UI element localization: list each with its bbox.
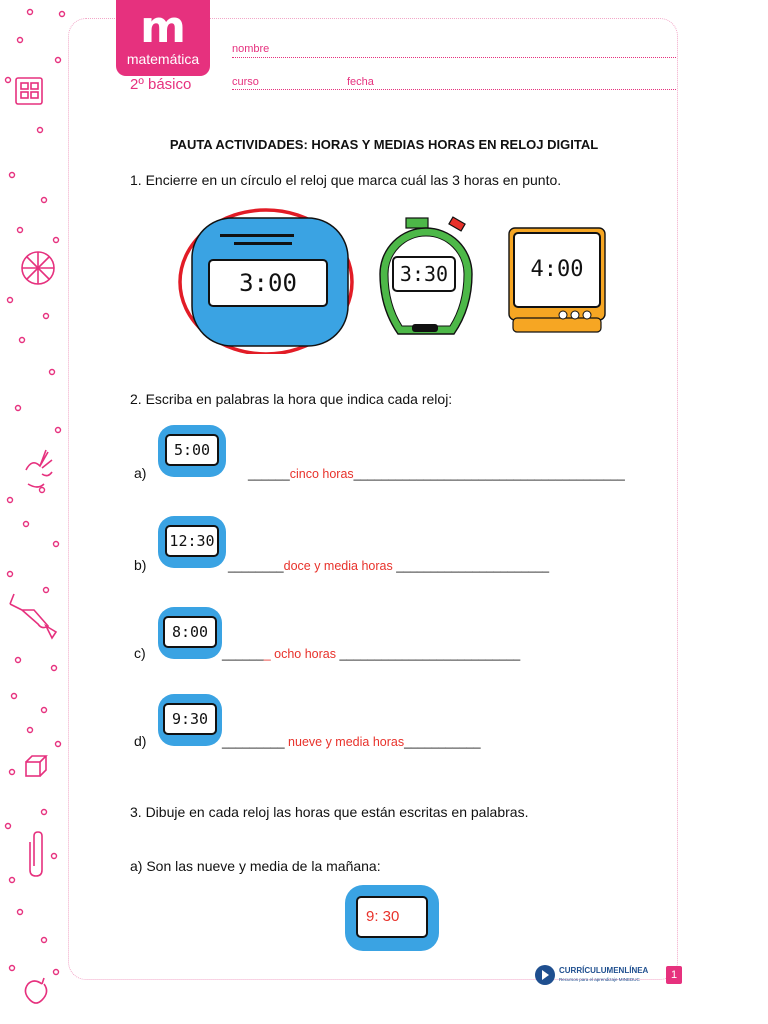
candy-icon [10, 594, 56, 638]
item-c-answer-line [222, 647, 520, 661]
item-a-answer-line [248, 467, 625, 481]
apple-icon [25, 978, 46, 1003]
question-2: 2. Escriba en palabras la hora que indica cada reloj: [130, 391, 453, 407]
question-3a: a) Son las nueve y media de la mañana: [130, 858, 381, 874]
small-clock-d [158, 694, 222, 746]
cube-icon [26, 756, 46, 776]
item-a-answer: cinco horas [289, 467, 354, 481]
small-clock-b [158, 516, 226, 568]
subject-logo [116, 0, 210, 76]
answer-clock-3a-display: 9: 30 [356, 896, 428, 938]
clock-orange [507, 226, 607, 336]
clock-blue [178, 204, 360, 354]
item-d-answer: nueve y media horas [284, 735, 405, 749]
pie-icon [22, 252, 54, 284]
item-b-pre: ________ [228, 559, 284, 573]
small-clock-d-display: 9:30 [163, 703, 217, 735]
margin-doodles [0, 0, 70, 1024]
course-label: curso [232, 76, 259, 88]
item-d-answer-line [222, 735, 481, 749]
item-c-post: __________________________ [336, 647, 521, 661]
small-clock-b-display: 12:30 [165, 525, 219, 557]
item-c-answer: _ ocho horas [263, 647, 336, 661]
date-label: fecha [347, 76, 374, 88]
item-d-pre: _________ [222, 735, 285, 749]
page-number: 1 [666, 966, 682, 984]
paperclip-icon [30, 832, 42, 876]
logo-subject: matemática [126, 51, 200, 67]
grade-label: 2º básico [130, 76, 192, 93]
item-d-post: ___________ [404, 735, 481, 749]
brand-name: CURRÍCULUMENLÍNEA [559, 966, 649, 975]
clock-1-display: 3:00 [208, 259, 328, 307]
name-line [232, 57, 676, 58]
play-arrow-icon [534, 964, 556, 986]
course-line [232, 89, 676, 90]
small-clock-a-display: 5:00 [165, 434, 219, 466]
item-b-letter: b) [134, 557, 147, 573]
item-c-letter: c) [134, 645, 146, 661]
small-clock-c-display: 8:00 [163, 616, 217, 648]
brand-tagline: Recursos para el aprendizaje MINEDUC [559, 977, 640, 982]
name-label: nombre [232, 43, 270, 55]
answer-clock-3a [345, 885, 439, 951]
hand-icon [26, 450, 52, 487]
small-clock-c [158, 607, 222, 659]
item-a-pre: ______ [248, 467, 290, 481]
question-3: 3. Dibuje en cada reloj las horas que están escritas en palabras. [130, 804, 529, 820]
calculator-icon [16, 78, 42, 104]
item-c-pre: ______ [222, 647, 264, 661]
curriculum-logo [534, 964, 664, 990]
question-1: 1. Encierre en un círculo el reloj que marca cuál las 3 horas en punto. [130, 172, 562, 188]
logo-letter: m [140, 2, 186, 53]
clock-3-display: 4:00 [513, 232, 601, 308]
page-title: PAUTA ACTIVIDADES: HORAS Y MEDIAS HORAS EN RELOJ DIGITAL [169, 137, 599, 152]
item-b-post: ______________________ [392, 559, 550, 573]
item-b-answer: doce y media horas [283, 559, 393, 573]
item-a-post: _______________________________________ [353, 467, 625, 481]
page-frame [68, 18, 678, 980]
clock-green [372, 216, 480, 346]
item-b-answer-line [228, 559, 549, 573]
item-d-letter: d) [134, 733, 147, 749]
small-clock-a [158, 425, 226, 477]
clock-2-display: 3:30 [392, 256, 456, 292]
item-a-letter: a) [134, 465, 147, 481]
